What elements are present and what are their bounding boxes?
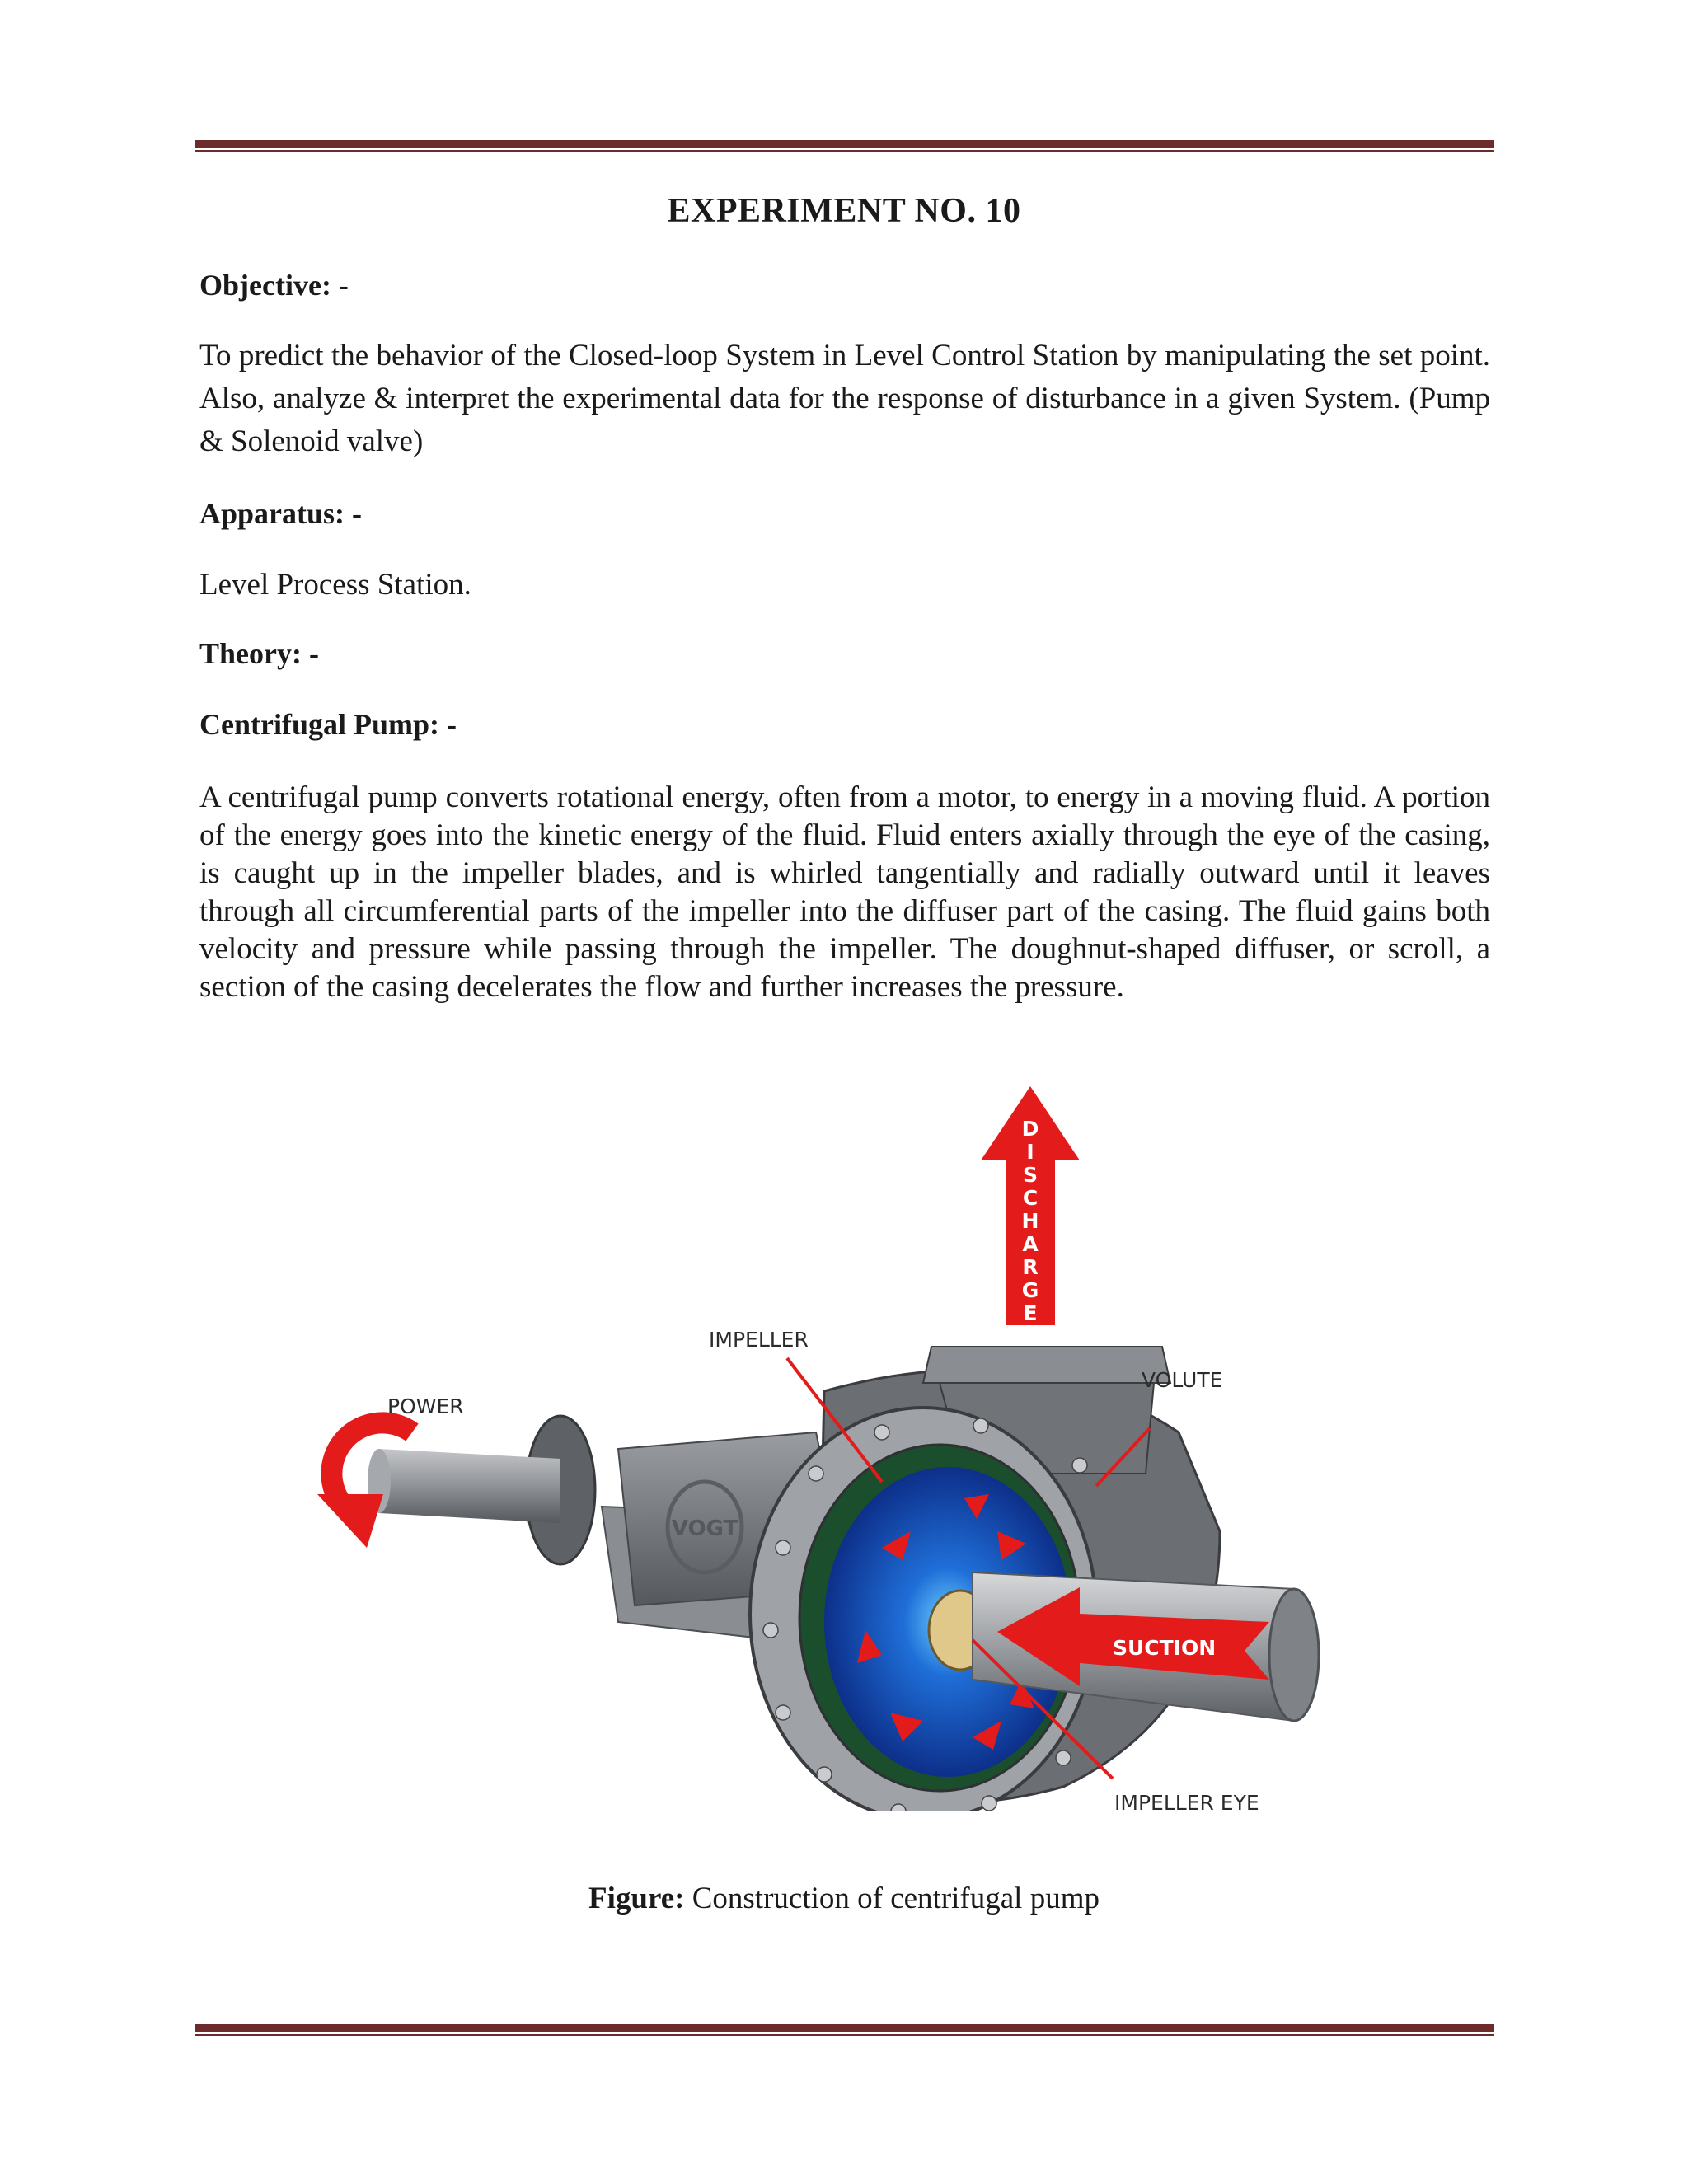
- logo-text: VOGT: [671, 1516, 738, 1541]
- objective-heading: Objective: -: [199, 269, 349, 302]
- discharge-flange: [923, 1347, 1170, 1383]
- power-label: POWER: [387, 1394, 464, 1418]
- drive-shaft: [379, 1449, 560, 1523]
- page-title: EXPERIMENT NO. 10: [667, 192, 1021, 230]
- svg-text:G: G: [1021, 1278, 1039, 1302]
- apparatus-text: Level Process Station.: [199, 568, 471, 602]
- svg-text:A: A: [1022, 1232, 1039, 1256]
- svg-text:E: E: [1023, 1301, 1038, 1325]
- theory-heading: Theory: -: [199, 637, 319, 670]
- pump-figure: [288, 1086, 1401, 1811]
- centrifugal-pump-heading: Centrifugal Pump: -: [199, 708, 457, 741]
- figure-caption-text: Construction of centrifugal pump: [684, 1882, 1100, 1915]
- top-rule: [195, 140, 1494, 152]
- pump-illustration: [288, 1086, 1401, 1811]
- volute-label: VOLUTE: [1142, 1368, 1223, 1392]
- apparatus-heading: Apparatus: -: [199, 497, 363, 530]
- objective-text: To predict the behavior of the Closed-loop System in Level Control Station by manipulating the set point. Also, analyze & interpret the experimental data for the response of disturbance in a given System. (Pump & Solenoid valve): [199, 339, 1490, 458]
- impeller-label: IMPELLER: [709, 1328, 809, 1352]
- svg-text:R: R: [1022, 1255, 1039, 1279]
- figure-caption: [0, 1881, 1688, 1916]
- suction-label: SUCTION: [1113, 1636, 1217, 1660]
- svg-text:D: D: [1021, 1117, 1039, 1141]
- svg-text:I: I: [1026, 1140, 1034, 1164]
- centrifugal-pump-text: A centrifugal pump converts rotational energy, often from a motor, to energy in a moving fluid. A portion of the energy goes into the kinetic energy of the fluid. Fluid enters axially through the eye of the casing, is caught up in the impeller blades, and is whirled tangentially and radially outward until it leaves through all circumferential parts of the impeller into the diffuser part of the casing. The fluid gains both velocity and pressure while passing through the impeller. The doughnut-shaped diffuser, or scroll, a section of the casing decelerates the flow and further increases the pressure.: [199, 780, 1490, 1004]
- svg-text:H: H: [1021, 1209, 1039, 1233]
- svg-text:C: C: [1022, 1186, 1039, 1210]
- figure-caption-prefix: Figure:: [588, 1882, 685, 1915]
- bottom-rule: [195, 2024, 1494, 2036]
- svg-text:S: S: [1022, 1163, 1039, 1187]
- impeller-eye-label: IMPELLER EYE: [1114, 1791, 1259, 1811]
